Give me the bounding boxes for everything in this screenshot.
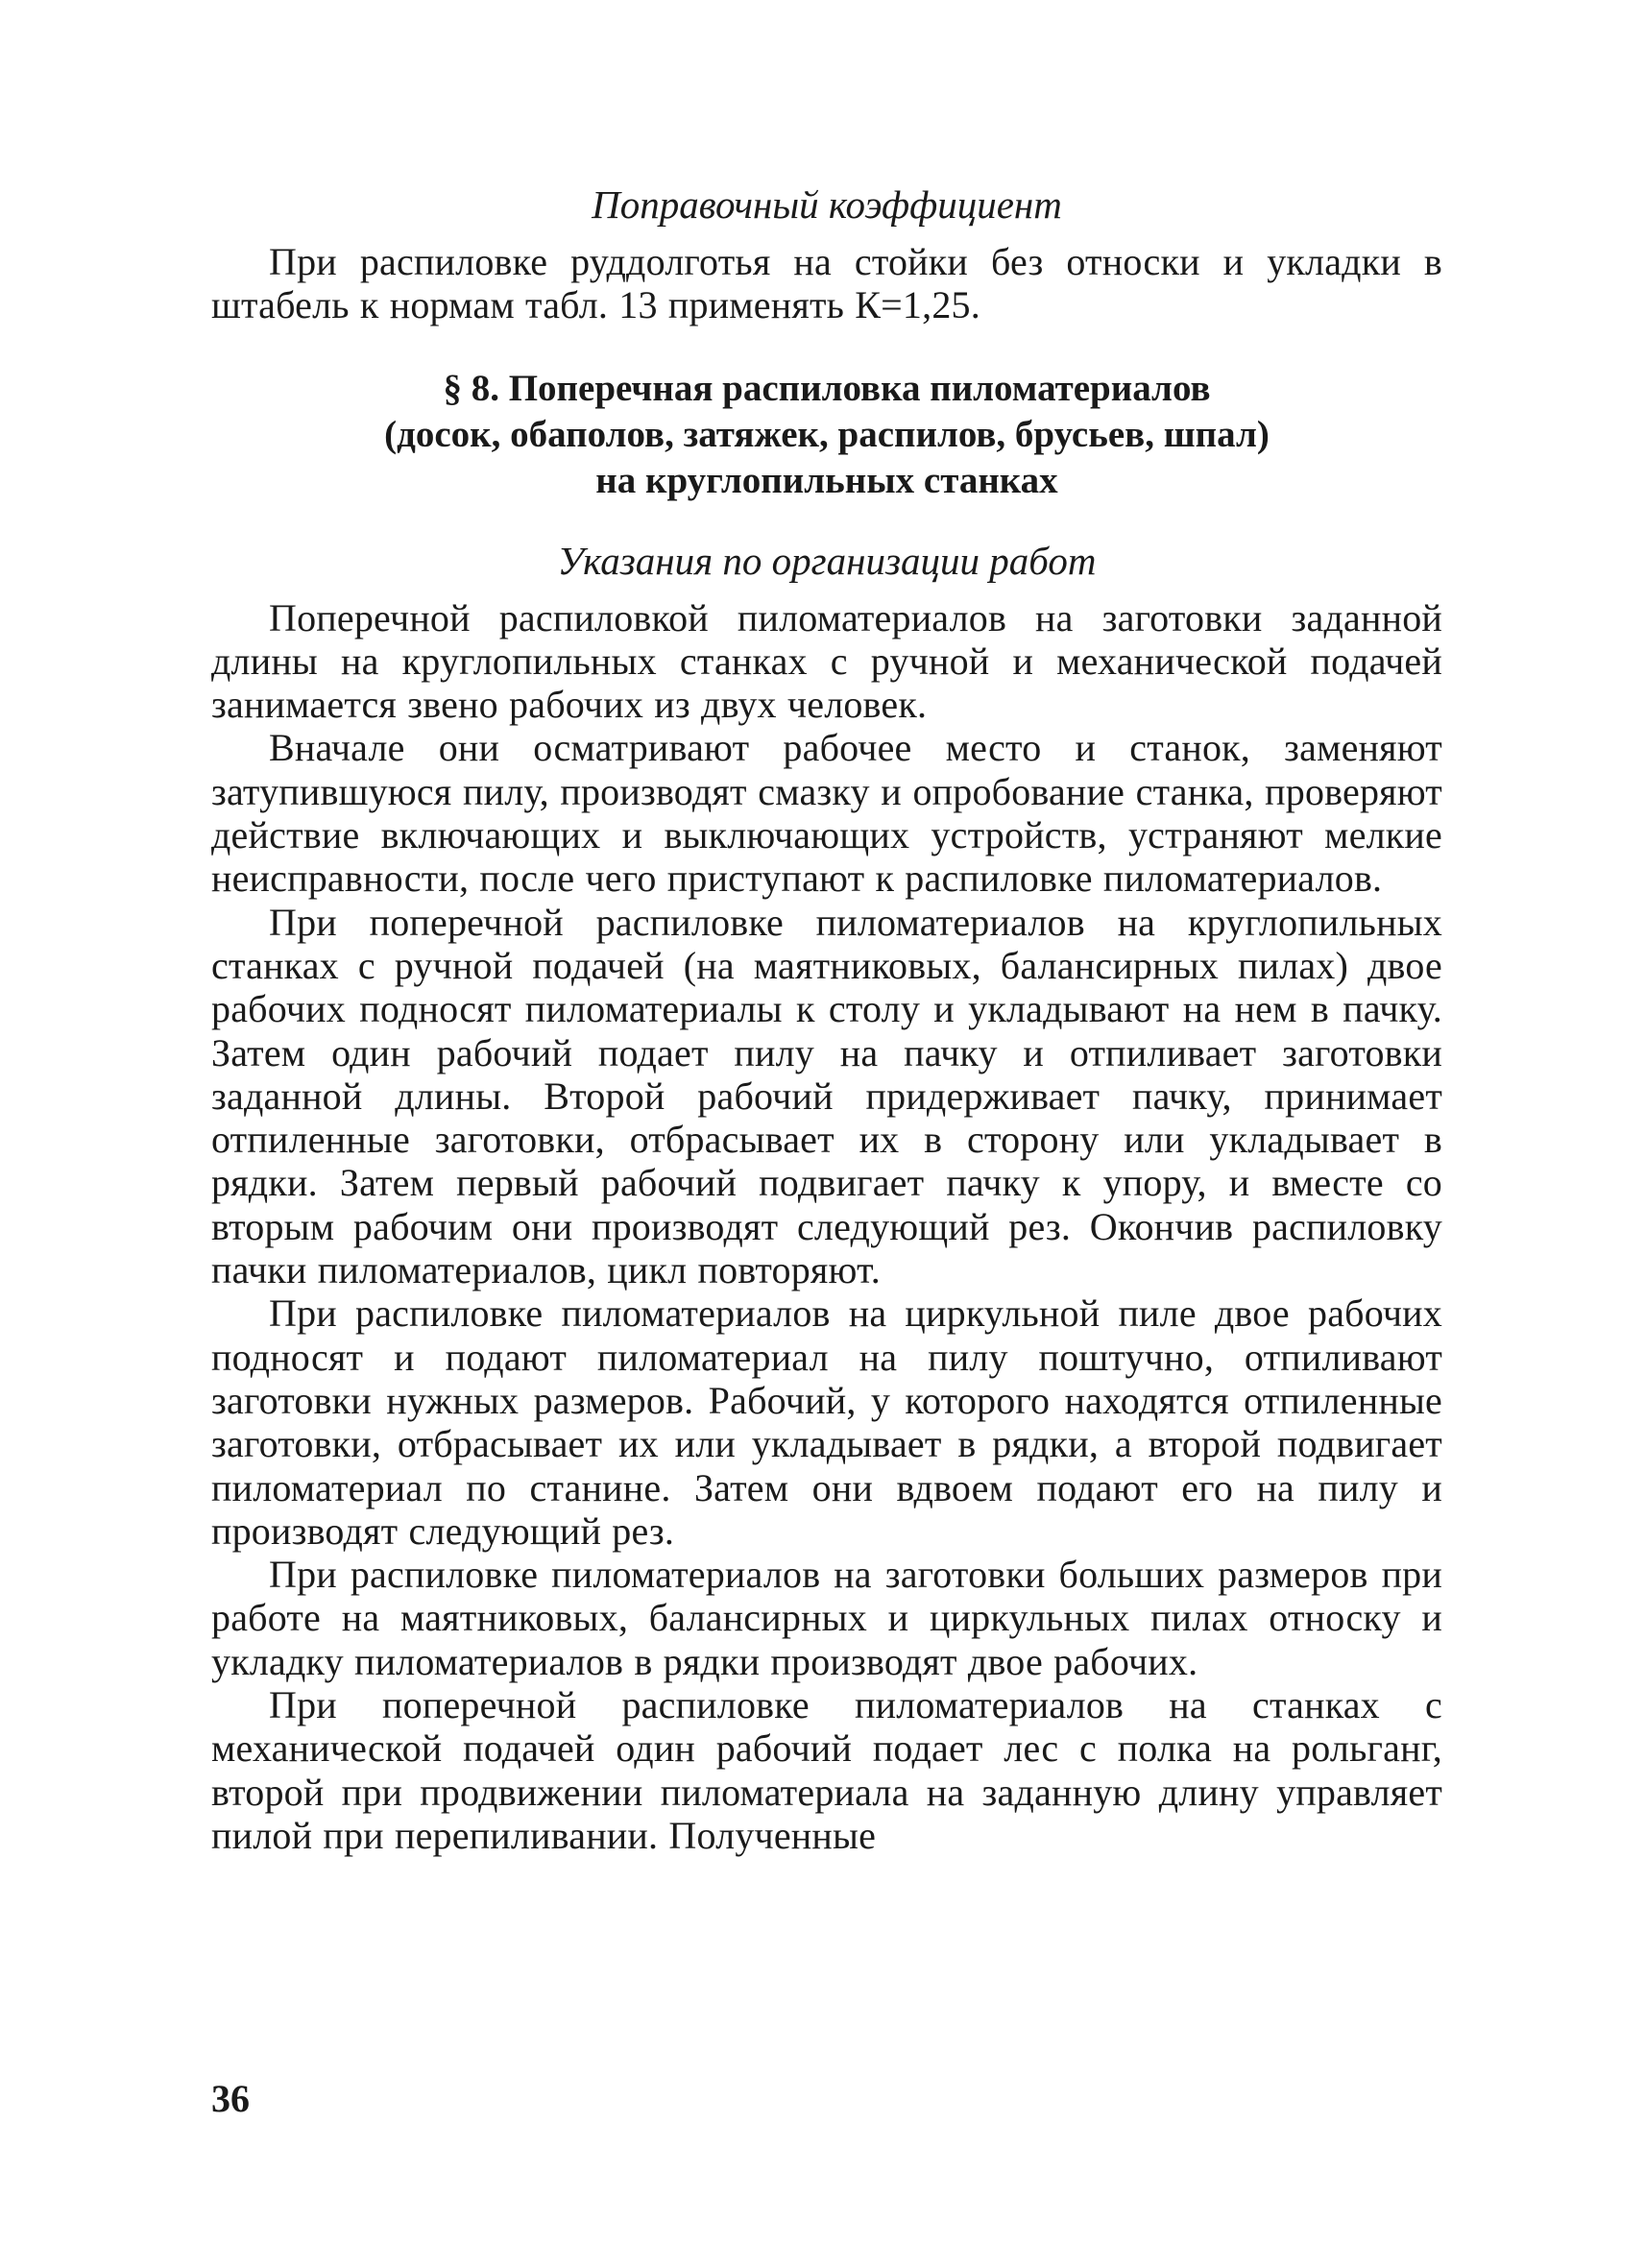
paragraph-1: Поперечной распиловкой пиломатериалов на заготовки заданной длины на круглопильных станках с ручной и механической подачей занимается звено рабочих из двух человек.	[211, 595, 1442, 727]
paragraph-4: При распиловке пиломатериалов на циркульной пиле двое рабочих подносят и подают пиломатериал на пилу поштучно, отпиливают заготовки нужных размеров. Рабочий, у которого находятся отпиленные заготовки, отбрасывает их или укладывает в рядки, а второй подвигает пиломатериал по станине. Затем они вдвоем подают его на пилу и производят следующий рез.	[211, 1291, 1442, 1553]
section-8-heading-line-3: на круглопильных станках	[595, 459, 1058, 501]
text-column	[211, 181, 1442, 1857]
work-organization-subheading: Указания по организации работ	[557, 538, 1097, 583]
section-8-heading	[211, 366, 1442, 504]
paragraph-3: При поперечной распиловке пиломатериалов на круглопильных станках с ручной подачей (на маятниковых, балансирных пилах) двое рабочих подносят пиломатериалы к столу и укладывают на нем в пачку. Затем один рабочий подает пилу на пачку и отпиливает заготовки заданной длины. Второй рабочий придерживает пачку, принимает отпиленные заготовки, отбрасывает их в сторону или укладывает в рядки. Затем первый рабочий подвигает пачку к упору, и вместе со вторым рабочим они производят следующий рез. Окончив распиловку пачки пиломатериалов, цикл повторяют.	[211, 900, 1442, 1292]
correction-heading: Поправочный коэффициент	[592, 182, 1062, 227]
paragraph-2: Вначале они осматривают рабочее место и станок, заменяют затупившуюся пилу, производят смазку и опробование станка, проверяют действие включающих и выключающих устройств, устраняют мелкие неисправности, после чего приступают к распиловке пиломатериалов.	[211, 726, 1442, 901]
page-number: 36	[211, 2077, 250, 2120]
section-8-heading-line-2: (досок, обаполов, затяжек, распилов, брусьев, шпал)	[384, 413, 1270, 455]
correction-paragraph: При распиловке руддолготья на стойки без относки и укладки в штабель к нормам табл. 13 применять К=1,25.	[211, 240, 1442, 327]
paragraph-5: При распиловке пиломатериалов на заготовки больших размеров при работе на маятниковых, балансирных и циркульных пилах относку и укладку пиломатериалов в рядки производят двое рабочих.	[211, 1553, 1442, 1683]
section-8-heading-line-1: § 8. Поперечная распиловка пиломатериалов	[443, 367, 1211, 409]
paragraph-6: При поперечной распиловке пиломатериалов на станках с механической подачей один рабочий подает лес с полка на рольганг, второй при продвижении пиломатериала на заданную длину управляет пилой при перепиливании. Полученные	[211, 1683, 1442, 1857]
